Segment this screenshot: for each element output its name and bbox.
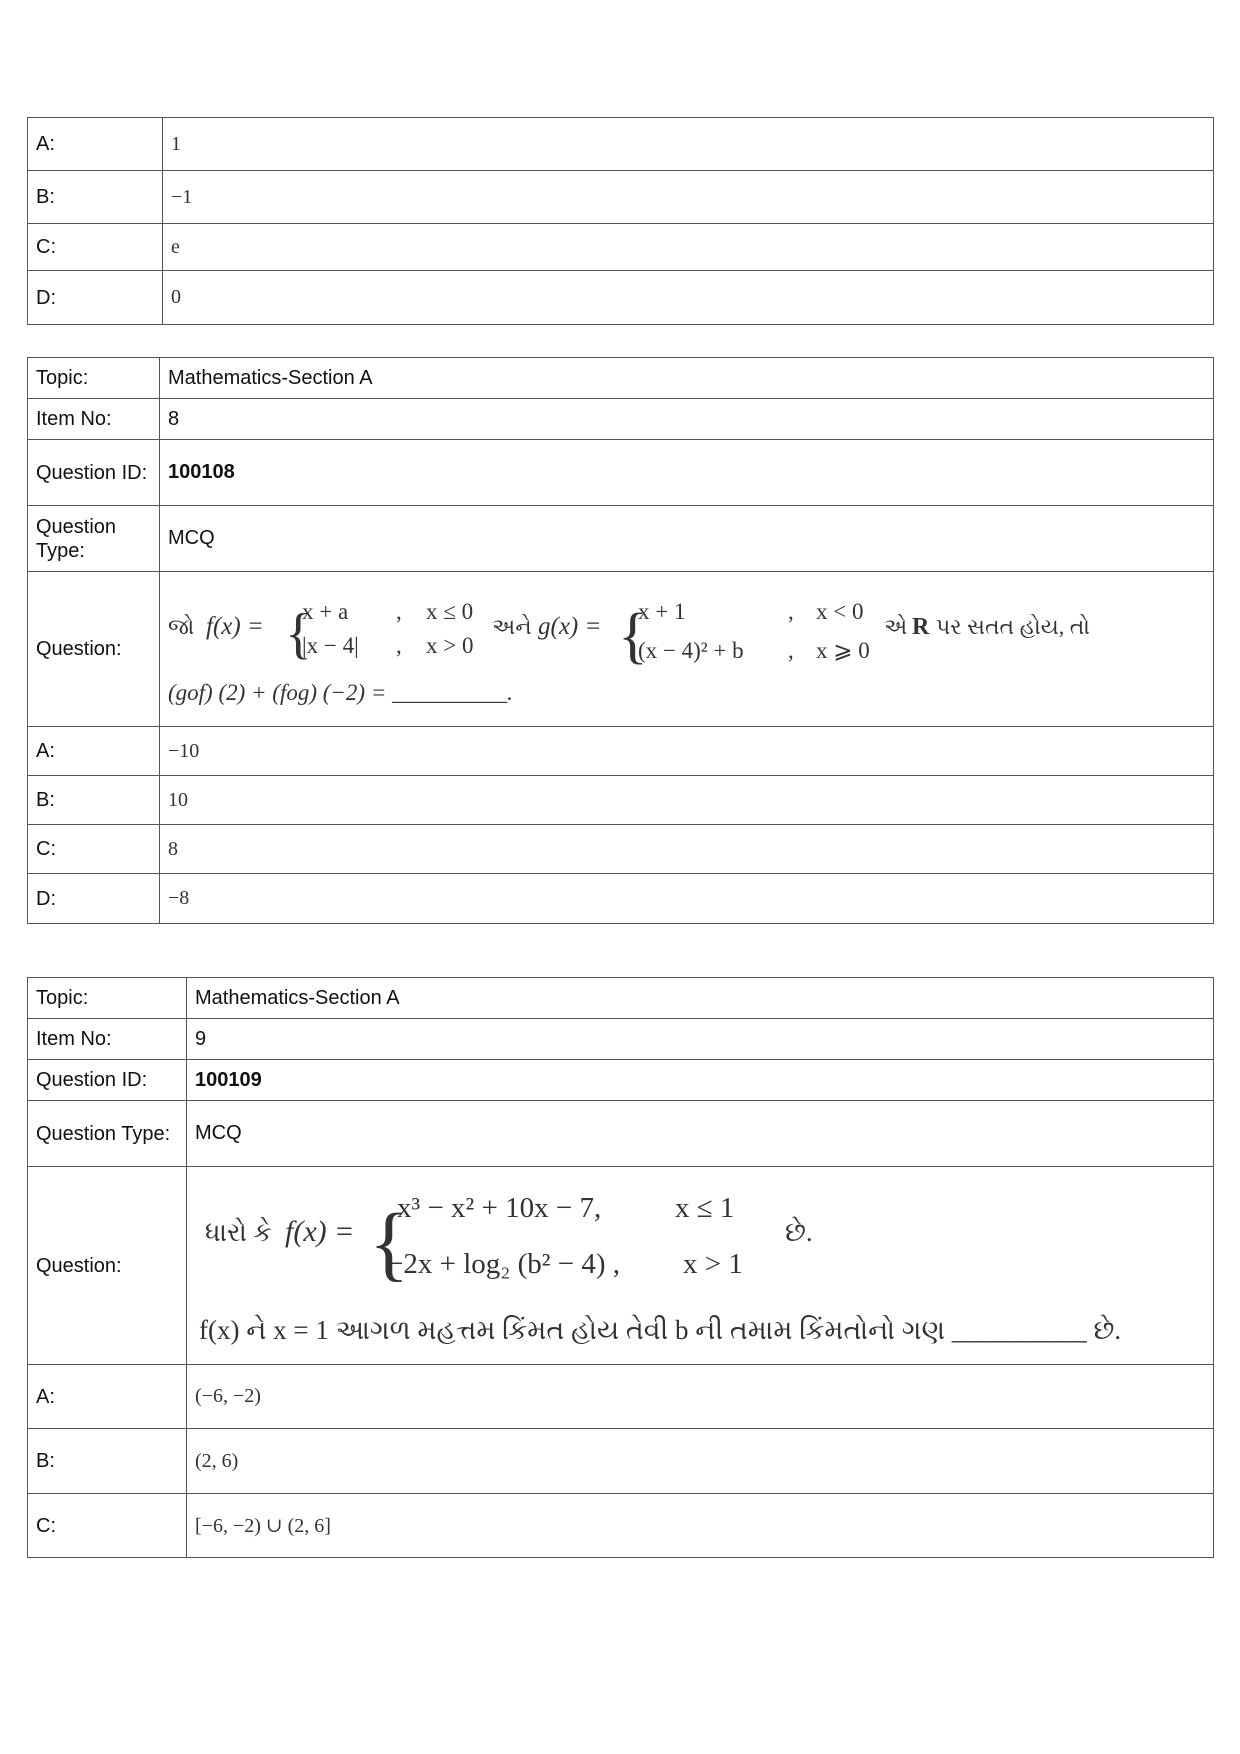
option-value: 10	[160, 776, 1214, 825]
option-label: D:	[28, 874, 160, 924]
item-row	[28, 399, 1214, 440]
question-id-value: 100108	[160, 440, 1214, 506]
topic-row	[28, 358, 1214, 399]
option-value: e	[163, 224, 1214, 271]
question-row	[28, 1167, 1214, 1365]
option-label: A:	[28, 118, 163, 171]
option-row-a	[28, 118, 1214, 171]
option-value: −1	[163, 171, 1214, 224]
question-id-label: Question ID:	[28, 440, 160, 506]
q8-g-lhs: g(x) =	[538, 613, 602, 640]
topic-value: Mathematics-Section A	[187, 978, 1214, 1019]
option-row-c	[28, 825, 1214, 874]
q8-f-comma2: ,	[396, 633, 402, 658]
question-8-formula	[160, 574, 1213, 724]
item-label: Item No:	[28, 1019, 187, 1060]
q8-g-brace-icon: {	[618, 602, 648, 670]
option-value: 8	[160, 825, 1214, 874]
q9-cond2: x > 1	[683, 1247, 743, 1280]
question-id-label: Question ID:	[28, 1060, 187, 1101]
option-label: C:	[28, 224, 163, 271]
option-value: (2, 6)	[187, 1429, 1214, 1494]
item-value: 9	[187, 1019, 1214, 1060]
question-type-label: Question Type:	[28, 1101, 187, 1167]
q8-g-case2: (x − 4)² + b	[638, 638, 744, 663]
question-label: Question:	[28, 1167, 187, 1365]
question-content	[160, 572, 1214, 727]
question-type-label: Question Type:	[28, 506, 160, 572]
q8-g-comma1: ,	[788, 599, 794, 624]
q8-g-comma2: ,	[788, 638, 794, 663]
q8-g-cond2: x ⩾ 0	[816, 638, 870, 663]
option-row-c	[28, 224, 1214, 271]
question-9-table	[27, 977, 1214, 1558]
q9-cond1: x ≤ 1	[675, 1191, 735, 1224]
q9-case1: x³ − x² + 10x − 7,	[397, 1191, 602, 1224]
question-id-row	[28, 1060, 1214, 1101]
option-label: A:	[28, 1365, 187, 1429]
q8-g-case1: x + 1	[638, 599, 686, 624]
q9-brace-icon: {	[369, 1196, 410, 1290]
question-8-table	[27, 357, 1214, 924]
option-row-b	[28, 776, 1214, 825]
item-value: 8	[160, 399, 1214, 440]
option-row-b	[28, 171, 1214, 224]
option-label: A:	[28, 727, 160, 776]
topic-value: Mathematics-Section A	[160, 358, 1214, 399]
q8-f-case1: x + a	[302, 599, 349, 624]
question-9-formula	[187, 1169, 1213, 1363]
option-label: C:	[28, 1494, 187, 1558]
q8-f-comma1: ,	[396, 599, 402, 624]
question-id-row	[28, 440, 1214, 506]
prev-options-table	[27, 117, 1214, 325]
option-value: 1	[163, 118, 1214, 171]
option-label: D:	[28, 271, 163, 325]
topic-label: Topic:	[28, 978, 187, 1019]
item-row	[28, 1019, 1214, 1060]
option-label: B:	[28, 171, 163, 224]
q8-f-brace-icon: {	[285, 603, 312, 665]
question-row	[28, 572, 1214, 727]
q9-chhe: છે.	[785, 1216, 813, 1247]
item-label: Item No:	[28, 399, 160, 440]
option-row-a	[28, 1365, 1214, 1429]
option-value: −10	[160, 727, 1214, 776]
option-label: C:	[28, 825, 160, 874]
question-type-value: MCQ	[187, 1101, 1214, 1167]
q8-f-cond2: x > 0	[426, 633, 474, 658]
question-content	[187, 1167, 1214, 1365]
q8-ane: અને	[492, 614, 532, 639]
option-value: [−6, −2) ∪ (2, 6]	[187, 1494, 1214, 1558]
question-type-row	[28, 506, 1214, 572]
q8-f-lhs: f(x) =	[206, 613, 264, 640]
q9-dharo: ધારો કે	[205, 1217, 272, 1247]
option-row-c	[28, 1494, 1214, 1558]
q8-e: એ	[884, 614, 908, 639]
option-label: B:	[28, 776, 160, 825]
option-label: B:	[28, 1429, 187, 1494]
q9-case2: −2x + log₂ (b² − 4) ,	[387, 1247, 620, 1280]
q8-g-cond1: x < 0	[816, 599, 864, 624]
option-row-d	[28, 874, 1214, 924]
q8-R: R	[912, 614, 930, 640]
q8-f-case2: |x − 4|	[302, 633, 359, 658]
q8-f-cond1: x ≤ 0	[426, 599, 474, 624]
q9-f-lhs: f(x) =	[285, 1214, 355, 1248]
q9-line2: f(x) ને x = 1 આગળ મહત્તમ કિંમત હોય તેવી b ની તમામ કિંમતોનો ગણ __________ છે.	[199, 1314, 1122, 1345]
question-id-value: 100109	[187, 1060, 1214, 1101]
topic-row	[28, 978, 1214, 1019]
question-label: Question:	[28, 572, 160, 727]
option-value: 0	[163, 271, 1214, 325]
q8-tail: પર સતત હોય, તો	[936, 614, 1090, 639]
q8-jo: જો	[168, 614, 195, 639]
q8-line2: (gof) (2) + (fog) (−2) = __________.	[168, 680, 513, 705]
option-value: −8	[160, 874, 1214, 924]
option-row-d	[28, 271, 1214, 325]
option-row-b	[28, 1429, 1214, 1494]
option-value: (−6, −2)	[187, 1365, 1214, 1429]
option-row-a	[28, 727, 1214, 776]
topic-label: Topic:	[28, 358, 160, 399]
question-type-value: MCQ	[160, 506, 1214, 572]
question-type-row	[28, 1101, 1214, 1167]
